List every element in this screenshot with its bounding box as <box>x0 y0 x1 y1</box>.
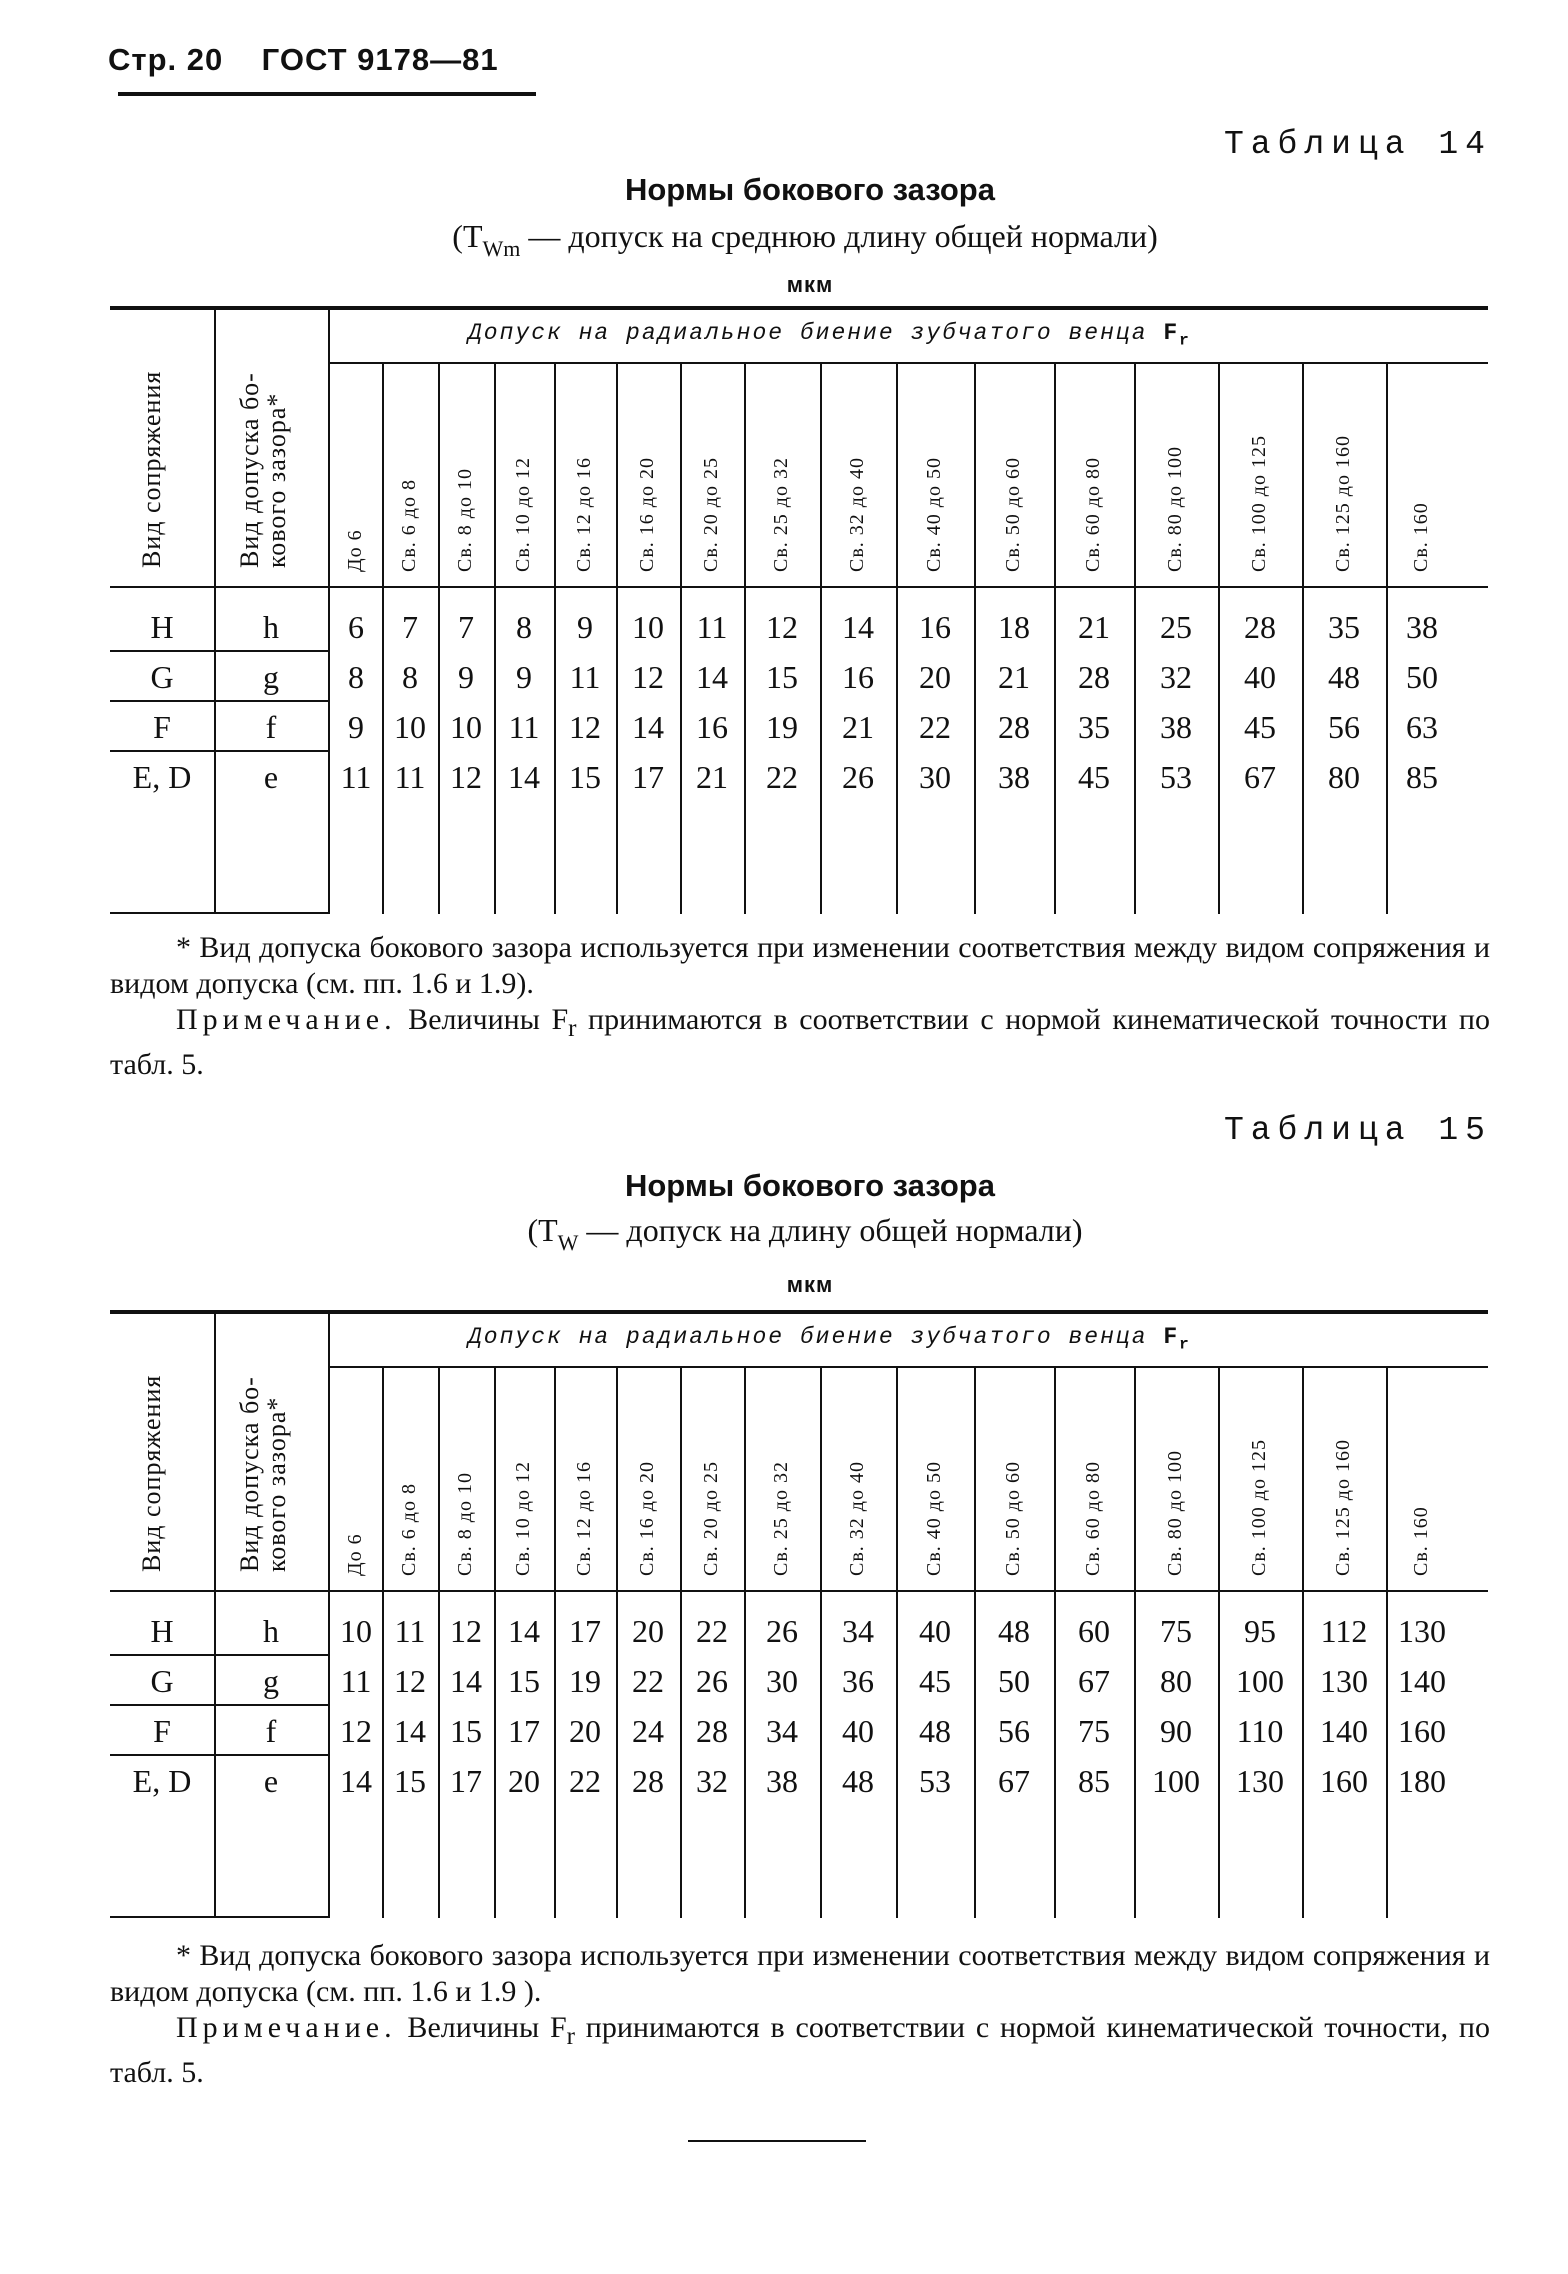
table-cell: 15 <box>569 759 601 795</box>
table-cell: 34 <box>842 1613 874 1649</box>
table-cell: 15 <box>394 1763 426 1799</box>
table-cell: 80 <box>1160 1663 1192 1699</box>
table-cell: 20 <box>632 1613 664 1649</box>
table-cell: 16 <box>696 709 728 745</box>
table-cell: 34 <box>766 1713 798 1749</box>
table-cell: 130 <box>1320 1663 1368 1699</box>
table-cell: 56 <box>998 1713 1030 1749</box>
subtitle-subscript: Wm <box>482 236 521 261</box>
page-number: Стр. 20 <box>108 42 224 77</box>
table-notes <box>110 1938 1490 2091</box>
table-subtitle <box>0 218 1568 262</box>
column-header: До 6 <box>344 1533 366 1576</box>
table-cell: 75 <box>1160 1613 1192 1649</box>
subtitle-end: — допуск на среднюю длину общей нормали) <box>520 218 1158 254</box>
table-cell: 25 <box>1160 609 1192 645</box>
table-cell: 26 <box>842 759 874 795</box>
table-cell: 9 <box>458 659 474 695</box>
column-header: Св. 100 до 125 <box>1248 435 1270 572</box>
table-unit: мкм <box>786 272 834 297</box>
table-cell: 11 <box>340 759 372 795</box>
table-cell: 21 <box>842 709 874 745</box>
table-cell: 15 <box>766 659 798 695</box>
table-cell: 19 <box>569 1663 601 1699</box>
standard-code: ГОСТ 9178—81 <box>261 42 499 77</box>
table-cell: 14 <box>450 1663 482 1699</box>
note-start: Величины F <box>396 2011 567 2044</box>
table-title: Нормы бокового зазора <box>624 1168 995 1203</box>
table-cell: 180 <box>1398 1763 1446 1799</box>
table-cell: 38 <box>1160 709 1192 745</box>
column-header: Св. 32 до 40 <box>846 457 868 572</box>
header-rule <box>110 1590 1488 1592</box>
table-cell: 14 <box>508 1613 540 1649</box>
table-cell: 14 <box>394 1713 426 1749</box>
table-cell: 75 <box>1078 1713 1110 1749</box>
table-cell: 17 <box>632 759 664 795</box>
top-rule <box>110 306 1488 310</box>
table-cell: 28 <box>1244 609 1276 645</box>
table-cell: 21 <box>1078 609 1110 645</box>
table-cell: 9 <box>516 659 532 695</box>
table-cell: 14 <box>508 759 540 795</box>
column-header: Св. 16 до 20 <box>636 1461 658 1576</box>
table-cell: 67 <box>998 1763 1030 1799</box>
table-cell: 10 <box>394 709 426 745</box>
table-cell: 17 <box>450 1763 482 1799</box>
table-cell: 85 <box>1406 759 1438 795</box>
mate-type-header: Вид сопряжения <box>137 1374 166 1572</box>
table-cell: 53 <box>919 1763 951 1799</box>
table-cell: 30 <box>766 1663 798 1699</box>
table-cell: 11 <box>508 709 540 745</box>
tolerance-table-15 <box>110 1310 1488 1918</box>
table-cell: 112 <box>1320 1613 1368 1649</box>
table-cell: 38 <box>1406 609 1438 645</box>
tolerance-type-cell: f <box>265 709 277 745</box>
table-cell: 14 <box>696 659 728 695</box>
column-header: Св. 10 до 12 <box>512 1461 534 1576</box>
table-cell: 11 <box>340 1663 372 1699</box>
column-header: Св. 160 <box>1410 1506 1432 1576</box>
table-cell: 28 <box>998 709 1030 745</box>
table-cell: 45 <box>1244 709 1276 745</box>
table-cell: 21 <box>998 659 1030 695</box>
table-cell: 48 <box>1328 659 1360 695</box>
table-cell: 12 <box>569 709 601 745</box>
table-cell: 7 <box>458 609 474 645</box>
table-cell: 80 <box>1328 759 1360 795</box>
table-cell: 160 <box>1398 1713 1446 1749</box>
end-rule <box>688 2140 866 2142</box>
table-cell: 6 <box>348 609 364 645</box>
table-cell: 130 <box>1236 1763 1284 1799</box>
note <box>110 2010 1490 2091</box>
subtitle-start: (T <box>527 1212 558 1248</box>
column-header: Св. 25 до 32 <box>770 457 792 572</box>
table-cell: 40 <box>919 1613 951 1649</box>
span-header-text: Допуск на радиальное биение зубчатого венца <box>468 320 1164 346</box>
table-cell: 8 <box>402 659 418 695</box>
table-cell: 15 <box>508 1663 540 1699</box>
table-cell: 22 <box>696 1613 728 1649</box>
table-cell: 130 <box>1398 1613 1446 1649</box>
table-cell: 14 <box>340 1763 372 1799</box>
note <box>110 1002 1490 1083</box>
table-cell: 140 <box>1320 1713 1368 1749</box>
table-cell: 26 <box>766 1613 798 1649</box>
table-cell: 45 <box>919 1663 951 1699</box>
tolerance-type-cell: f <box>265 1713 277 1749</box>
mate-type-cell: F <box>153 709 171 745</box>
column-header: Св. 80 до 100 <box>1164 1450 1186 1576</box>
table-cell: 22 <box>632 1663 664 1699</box>
table-cell: 11 <box>569 659 601 695</box>
table-cell: 40 <box>842 1713 874 1749</box>
table-cell: 85 <box>1078 1763 1110 1799</box>
span-rule <box>330 362 1488 364</box>
tolerance-type-header: Вид допуска бо- кового зазора* <box>235 1376 292 1572</box>
table-cell: 9 <box>577 609 593 645</box>
tolerance-type-cell: g <box>263 659 279 695</box>
table-label: Таблица 14 <box>1223 126 1492 163</box>
table-cell: 35 <box>1328 609 1360 645</box>
tolerance-type-cell: h <box>263 1613 279 1649</box>
mate-type-cell: G <box>150 659 174 695</box>
table-cell: 10 <box>450 709 482 745</box>
table-cell: 18 <box>998 609 1030 645</box>
table-cell: 56 <box>1328 709 1360 745</box>
table-cell: 7 <box>402 609 418 645</box>
table-title: Нормы бокового зазора <box>624 172 995 207</box>
table-cell: 12 <box>340 1713 372 1749</box>
column-header: Св. 40 до 50 <box>923 457 945 572</box>
column-header: Св. 32 до 40 <box>846 1461 868 1576</box>
table-cell: 45 <box>1078 759 1110 795</box>
note-label: Примечание. <box>176 1003 397 1036</box>
column-header: Св. 20 до 25 <box>700 457 722 572</box>
column-header: Св. 50 до 60 <box>1002 1461 1024 1576</box>
table-cell: 22 <box>919 709 951 745</box>
table-cell: 22 <box>569 1763 601 1799</box>
table-cell: 21 <box>696 759 728 795</box>
subtitle-start: (T <box>452 218 483 254</box>
table-cell: 32 <box>696 1763 728 1799</box>
table-cell: 20 <box>508 1763 540 1799</box>
note-end: принимаются в соответствии с нормой кинематической точности по табл. 5. <box>110 1003 1490 1081</box>
footnote: * Вид допуска бокового зазора используется при изменении соответствия между видом сопряжения и видом допуска (см. пп. 1.6 и 1.9). <box>110 931 1490 1000</box>
column-header: Св. 8 до 10 <box>454 1472 476 1576</box>
table-unit: мкм <box>786 1272 834 1297</box>
table-cell: 30 <box>919 759 951 795</box>
table-cell: 60 <box>1078 1613 1110 1649</box>
table-cell: 38 <box>766 1763 798 1799</box>
table-subtitle <box>0 1212 1568 1256</box>
note-label: Примечание. <box>176 2011 397 2044</box>
table-cell: 15 <box>450 1713 482 1749</box>
table-cell: 11 <box>394 1613 426 1649</box>
table-cell: 11 <box>394 759 426 795</box>
column-header: Св. 6 до 8 <box>398 479 420 572</box>
table-cell: 9 <box>348 709 364 745</box>
table-cell: 160 <box>1320 1763 1368 1799</box>
table-notes <box>110 930 1490 1083</box>
tolerance-table-14 <box>110 306 1488 914</box>
table-cell: 22 <box>766 759 798 795</box>
header-rule <box>110 586 1488 588</box>
column-header: Св. 125 до 160 <box>1332 1439 1354 1576</box>
table-label: Таблица 15 <box>1223 1112 1492 1149</box>
column-header: Св. 40 до 50 <box>923 1461 945 1576</box>
table-cell: 24 <box>632 1713 664 1749</box>
mate-type-cell: G <box>150 1663 174 1699</box>
span-rule <box>330 1366 1488 1368</box>
top-rule <box>110 1310 1488 1314</box>
column-header: До 6 <box>344 529 366 572</box>
table-cell: 28 <box>1078 659 1110 695</box>
tolerance-type-cell: e <box>263 759 279 795</box>
note-end: принимаются в соответствии с нормой кинематической точности, по табл. 5. <box>110 2011 1490 2089</box>
table-cell: 12 <box>450 759 482 795</box>
bottom-rule <box>110 1916 328 1918</box>
table-cell: 95 <box>1244 1613 1276 1649</box>
column-header: Св. 100 до 125 <box>1248 1439 1270 1576</box>
column-header: Св. 50 до 60 <box>1002 457 1024 572</box>
table-cell: 14 <box>842 609 874 645</box>
footnote: * Вид допуска бокового зазора используется при изменении соответствия между видом сопряжения и видом допуска (см. пп. 1.6 и 1.9 ). <box>110 1939 1490 2008</box>
note-subscript: r <box>568 1015 577 1042</box>
column-header: Св. 125 до 160 <box>1332 435 1354 572</box>
mate-type-cell: H <box>150 609 174 645</box>
table-cell: 67 <box>1078 1663 1110 1699</box>
table-cell: 140 <box>1398 1663 1446 1699</box>
column-header: Св. 12 до 16 <box>573 1461 595 1576</box>
page-header <box>108 42 499 78</box>
table-cell: 63 <box>1406 709 1438 745</box>
table-cell: 50 <box>1406 659 1438 695</box>
table-cell: 36 <box>842 1663 874 1699</box>
subtitle-subscript: W <box>557 1230 579 1255</box>
column-header: Св. 25 до 32 <box>770 1461 792 1576</box>
table-cell: 53 <box>1160 759 1192 795</box>
table-cell: 90 <box>1160 1713 1192 1749</box>
table-cell: 11 <box>696 609 728 645</box>
table-cell: 10 <box>340 1613 372 1649</box>
table-cell: 35 <box>1078 709 1110 745</box>
table-cell: 40 <box>1244 659 1276 695</box>
table-cell: 110 <box>1236 1713 1284 1749</box>
table-cell: 12 <box>450 1613 482 1649</box>
table-cell: 28 <box>632 1763 664 1799</box>
mate-type-cell: H <box>150 1613 174 1649</box>
table-cell: 32 <box>1160 659 1192 695</box>
table-cell: 10 <box>632 609 664 645</box>
note-start: Величины F <box>396 1003 569 1036</box>
bottom-rule <box>110 912 328 914</box>
column-header: Св. 20 до 25 <box>700 1461 722 1576</box>
table-cell: 100 <box>1152 1763 1200 1799</box>
tolerance-type-cell: g <box>263 1663 279 1699</box>
tolerance-type-cell: h <box>263 609 279 645</box>
column-header: Св. 10 до 12 <box>512 457 534 572</box>
table-cell: 12 <box>766 609 798 645</box>
span-header-text: Допуск на радиальное биение зубчатого венца <box>468 1324 1164 1350</box>
table-cell: 38 <box>998 759 1030 795</box>
table-cell: 12 <box>394 1663 426 1699</box>
span-header-symbol: $F_r$ <box>1163 320 1191 350</box>
header-rule <box>118 92 536 96</box>
table-cell: 17 <box>508 1713 540 1749</box>
mate-type-cell: F <box>153 1713 171 1749</box>
table-cell: 20 <box>569 1713 601 1749</box>
table-cell: 16 <box>919 609 951 645</box>
mate-type-cell: E, D <box>132 759 192 795</box>
table-cell: 26 <box>696 1663 728 1699</box>
column-header: Св. 16 до 20 <box>636 457 658 572</box>
column-header: Св. 80 до 100 <box>1164 446 1186 572</box>
table-cell: 8 <box>516 609 532 645</box>
table-cell: 48 <box>998 1613 1030 1649</box>
table-cell: 28 <box>696 1713 728 1749</box>
mate-type-cell: E, D <box>132 1763 192 1799</box>
note-subscript: r <box>566 2023 575 2050</box>
table-cell: 50 <box>998 1663 1030 1699</box>
table-cell: 20 <box>919 659 951 695</box>
table-cell: 48 <box>919 1713 951 1749</box>
table-cell: 67 <box>1244 759 1276 795</box>
tolerance-type-cell: e <box>263 1763 279 1799</box>
column-header: Св. 60 до 80 <box>1082 457 1104 572</box>
table-cell: 16 <box>842 659 874 695</box>
table-cell: 14 <box>632 709 664 745</box>
mate-type-header: Вид сопряжения <box>137 370 166 568</box>
column-header: Св. 12 до 16 <box>573 457 595 572</box>
table-cell: 12 <box>632 659 664 695</box>
table-cell: 8 <box>348 659 364 695</box>
subtitle-end: — допуск на длину общей нормали) <box>578 1212 1083 1248</box>
table-cell: 100 <box>1236 1663 1284 1699</box>
span-header-symbol: $F_r$ <box>1163 1324 1191 1354</box>
column-header: Св. 60 до 80 <box>1082 1461 1104 1576</box>
span-header <box>468 1324 1191 1354</box>
span-header <box>468 320 1191 350</box>
column-header: Св. 8 до 10 <box>454 468 476 572</box>
table-cell: 48 <box>842 1763 874 1799</box>
tolerance-type-header: Вид допуска бо- кового зазора* <box>235 372 292 568</box>
table-cell: 17 <box>569 1613 601 1649</box>
column-header: Св. 160 <box>1410 502 1432 572</box>
table-cell: 19 <box>766 709 798 745</box>
column-header: Св. 6 до 8 <box>398 1483 420 1576</box>
